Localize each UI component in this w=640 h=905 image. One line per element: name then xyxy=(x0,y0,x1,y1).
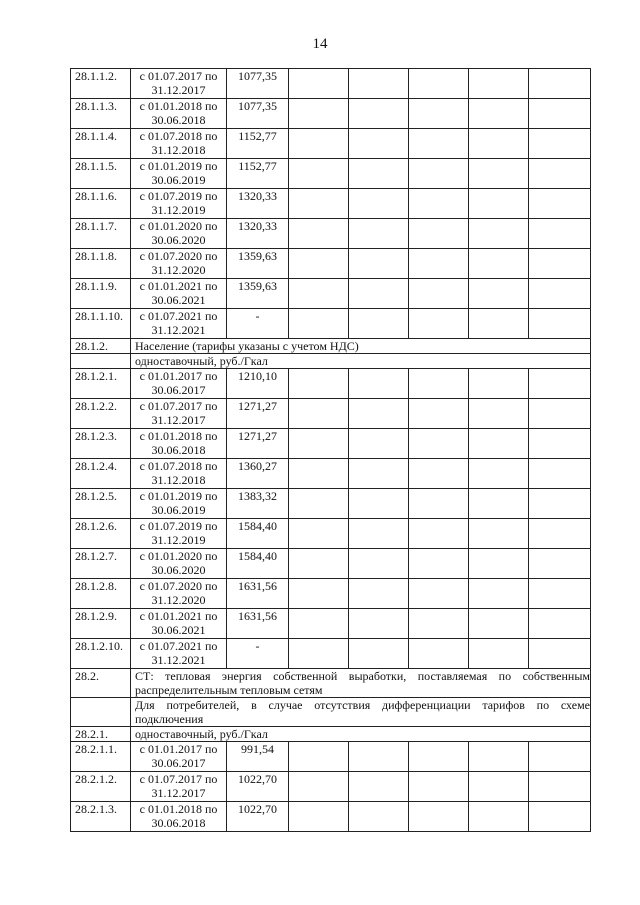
period-to: 31.12.2020 xyxy=(151,593,206,607)
row-period xyxy=(131,249,227,279)
empty-cell xyxy=(289,489,349,519)
period-from: с 01.01.2019 по xyxy=(139,489,218,503)
row-code: 28.1.2.9. xyxy=(71,609,131,639)
row-period xyxy=(131,99,227,129)
empty-cell xyxy=(289,249,349,279)
empty-cell xyxy=(409,189,469,219)
tariff-table xyxy=(70,68,591,832)
tariff-table-body xyxy=(71,69,591,832)
period-to: 31.12.2018 xyxy=(151,143,206,157)
empty-cell xyxy=(469,69,529,99)
empty-cell xyxy=(529,99,591,129)
period-to: 31.12.2017 xyxy=(151,83,206,97)
section-title-line1: Для потребителей, в случае отсутствия дифференциации тарифов по схеме xyxy=(135,698,590,712)
empty-cell xyxy=(349,129,409,159)
period-to: 31.12.2018 xyxy=(151,473,206,487)
empty-cell xyxy=(409,399,469,429)
row-period xyxy=(131,609,227,639)
empty-cell xyxy=(469,609,529,639)
section-code: 28.2. xyxy=(71,669,131,698)
section-row xyxy=(71,354,591,369)
empty-cell xyxy=(529,742,591,772)
empty-cell xyxy=(529,219,591,249)
row-period xyxy=(131,429,227,459)
empty-cell xyxy=(409,742,469,772)
empty-cell xyxy=(529,369,591,399)
empty-cell xyxy=(409,549,469,579)
row-period xyxy=(131,742,227,772)
empty-cell xyxy=(289,159,349,189)
row-period xyxy=(131,399,227,429)
row-price: 1359,63 xyxy=(227,249,289,279)
row-price: 1320,33 xyxy=(227,219,289,249)
row-price: 1271,27 xyxy=(227,399,289,429)
empty-cell xyxy=(349,459,409,489)
empty-cell xyxy=(349,69,409,99)
section-title: одноставочный, руб./Гкал xyxy=(131,727,591,742)
empty-cell xyxy=(289,549,349,579)
period-from: с 01.07.2017 по xyxy=(139,772,218,786)
period-from: с 01.07.2021 по xyxy=(139,309,218,323)
section-row xyxy=(71,669,591,698)
empty-cell xyxy=(469,802,529,832)
row-price: 1271,27 xyxy=(227,429,289,459)
row-period xyxy=(131,369,227,399)
empty-cell xyxy=(529,309,591,339)
empty-cell xyxy=(349,189,409,219)
empty-cell xyxy=(469,459,529,489)
empty-cell xyxy=(289,69,349,99)
empty-cell xyxy=(349,609,409,639)
empty-cell xyxy=(529,429,591,459)
empty-cell xyxy=(469,159,529,189)
empty-cell xyxy=(289,399,349,429)
row-price: - xyxy=(227,309,289,339)
period-from: с 01.07.2018 по xyxy=(139,459,218,473)
tariff-row xyxy=(71,69,591,99)
empty-cell xyxy=(349,369,409,399)
period-to: 30.06.2021 xyxy=(151,293,206,307)
period-from: с 01.07.2017 по xyxy=(139,399,218,413)
empty-cell xyxy=(409,639,469,669)
empty-cell xyxy=(529,489,591,519)
empty-cell xyxy=(469,309,529,339)
row-price: 1210,10 xyxy=(227,369,289,399)
section-title-line2: распределительным тепловым сетям xyxy=(135,683,323,697)
row-price: 1022,70 xyxy=(227,772,289,802)
empty-cell xyxy=(469,399,529,429)
row-price: 1584,40 xyxy=(227,519,289,549)
empty-cell xyxy=(289,519,349,549)
period-to: 30.06.2020 xyxy=(151,563,206,577)
row-price: 1022,70 xyxy=(227,802,289,832)
empty-cell xyxy=(349,99,409,129)
empty-cell xyxy=(289,279,349,309)
empty-cell xyxy=(349,219,409,249)
tariff-row xyxy=(71,429,591,459)
row-price: 1077,35 xyxy=(227,99,289,129)
row-period xyxy=(131,129,227,159)
empty-cell xyxy=(469,99,529,129)
empty-cell xyxy=(469,219,529,249)
row-period xyxy=(131,69,227,99)
period-to: 31.12.2021 xyxy=(151,323,206,337)
period-to: 30.06.2019 xyxy=(151,503,206,517)
period-to: 31.12.2017 xyxy=(151,413,206,427)
empty-cell xyxy=(409,459,469,489)
row-price: 1631,56 xyxy=(227,609,289,639)
empty-cell xyxy=(349,489,409,519)
period-from: с 01.01.2017 по xyxy=(139,742,218,756)
empty-cell xyxy=(469,189,529,219)
period-from: с 01.07.2018 по xyxy=(139,129,218,143)
row-code: 28.1.1.8. xyxy=(71,249,131,279)
tariff-row xyxy=(71,772,591,802)
period-from: с 01.01.2019 по xyxy=(139,159,218,173)
row-period xyxy=(131,219,227,249)
section-row xyxy=(71,727,591,742)
row-code: 28.1.1.7. xyxy=(71,219,131,249)
empty-cell xyxy=(409,802,469,832)
row-period xyxy=(131,189,227,219)
row-code: 28.1.1.9. xyxy=(71,279,131,309)
tariff-row xyxy=(71,219,591,249)
period-to: 30.06.2021 xyxy=(151,623,206,637)
tariff-row xyxy=(71,369,591,399)
tariff-row xyxy=(71,802,591,832)
tariff-row xyxy=(71,549,591,579)
section-code xyxy=(71,354,131,369)
empty-cell xyxy=(349,309,409,339)
empty-cell xyxy=(469,489,529,519)
empty-cell xyxy=(349,399,409,429)
empty-cell xyxy=(289,99,349,129)
row-code: 28.1.1.5. xyxy=(71,159,131,189)
section-code: 28.2.1. xyxy=(71,727,131,742)
empty-cell xyxy=(409,489,469,519)
row-code: 28.2.1.1. xyxy=(71,742,131,772)
row-period xyxy=(131,802,227,832)
period-from: с 01.07.2019 по xyxy=(139,189,218,203)
empty-cell xyxy=(409,519,469,549)
empty-cell xyxy=(349,159,409,189)
empty-cell xyxy=(529,249,591,279)
empty-cell xyxy=(469,639,529,669)
empty-cell xyxy=(529,69,591,99)
period-from: с 01.01.2018 по xyxy=(139,99,218,113)
row-period xyxy=(131,579,227,609)
empty-cell xyxy=(409,69,469,99)
period-to: 30.06.2018 xyxy=(151,816,206,830)
section-title xyxy=(131,669,591,698)
empty-cell xyxy=(469,579,529,609)
row-price: 1152,77 xyxy=(227,129,289,159)
period-to: 30.06.2019 xyxy=(151,173,206,187)
period-from: с 01.01.2020 по xyxy=(139,549,218,563)
row-price: 1584,40 xyxy=(227,549,289,579)
period-to: 31.12.2021 xyxy=(151,653,206,667)
period-to: 30.06.2018 xyxy=(151,113,206,127)
empty-cell xyxy=(289,309,349,339)
tariff-row xyxy=(71,519,591,549)
empty-cell xyxy=(409,129,469,159)
row-price: 1359,63 xyxy=(227,279,289,309)
tariff-row xyxy=(71,459,591,489)
row-price: 1152,77 xyxy=(227,159,289,189)
empty-cell xyxy=(409,609,469,639)
empty-cell xyxy=(409,579,469,609)
empty-cell xyxy=(469,279,529,309)
tariff-row xyxy=(71,609,591,639)
row-code: 28.2.1.3. xyxy=(71,802,131,832)
period-to: 30.06.2018 xyxy=(151,443,206,457)
empty-cell xyxy=(349,249,409,279)
empty-cell xyxy=(289,802,349,832)
period-from: с 01.07.2019 по xyxy=(139,519,218,533)
empty-cell xyxy=(409,249,469,279)
tariff-row xyxy=(71,189,591,219)
row-code: 28.1.2.7. xyxy=(71,549,131,579)
empty-cell xyxy=(409,309,469,339)
tariff-row xyxy=(71,159,591,189)
empty-cell xyxy=(289,772,349,802)
empty-cell xyxy=(349,639,409,669)
period-from: с 01.01.2018 по xyxy=(139,429,218,443)
tariff-row xyxy=(71,249,591,279)
tariff-row xyxy=(71,742,591,772)
period-from: с 01.01.2020 по xyxy=(139,219,218,233)
row-price: 991,54 xyxy=(227,742,289,772)
row-period xyxy=(131,639,227,669)
row-price: - xyxy=(227,639,289,669)
empty-cell xyxy=(529,399,591,429)
section-title-line1: СТ: тепловая энергия собственной выработки, поставляемая по собственным xyxy=(135,669,590,683)
empty-cell xyxy=(529,579,591,609)
row-code: 28.1.1.2. xyxy=(71,69,131,99)
empty-cell xyxy=(469,429,529,459)
empty-cell xyxy=(409,279,469,309)
row-code: 28.1.2.4. xyxy=(71,459,131,489)
section-title: Население (тарифы указаны с учетом НДС) xyxy=(131,339,591,354)
empty-cell xyxy=(529,519,591,549)
section-row xyxy=(71,698,591,727)
row-code: 28.1.2.3. xyxy=(71,429,131,459)
empty-cell xyxy=(529,609,591,639)
period-to: 31.12.2017 xyxy=(151,786,206,800)
empty-cell xyxy=(469,519,529,549)
empty-cell xyxy=(469,549,529,579)
period-to: 31.12.2019 xyxy=(151,203,206,217)
period-to: 30.06.2020 xyxy=(151,233,206,247)
empty-cell xyxy=(289,219,349,249)
row-code: 28.1.2.5. xyxy=(71,489,131,519)
empty-cell xyxy=(349,519,409,549)
empty-cell xyxy=(289,369,349,399)
row-period xyxy=(131,549,227,579)
row-code: 28.2.1.2. xyxy=(71,772,131,802)
row-period xyxy=(131,772,227,802)
empty-cell xyxy=(409,219,469,249)
empty-cell xyxy=(289,189,349,219)
empty-cell xyxy=(289,639,349,669)
empty-cell xyxy=(289,129,349,159)
row-period xyxy=(131,309,227,339)
empty-cell xyxy=(349,429,409,459)
period-from: с 01.01.2021 по xyxy=(139,609,218,623)
empty-cell xyxy=(469,742,529,772)
period-to: 31.12.2019 xyxy=(151,533,206,547)
row-price: 1360,27 xyxy=(227,459,289,489)
row-price: 1631,56 xyxy=(227,579,289,609)
period-to: 30.06.2017 xyxy=(151,383,206,397)
period-to: 30.06.2017 xyxy=(151,756,206,770)
row-period xyxy=(131,279,227,309)
tariff-row xyxy=(71,579,591,609)
period-to: 31.12.2020 xyxy=(151,263,206,277)
row-code: 28.1.1.6. xyxy=(71,189,131,219)
empty-cell xyxy=(529,279,591,309)
tariff-row xyxy=(71,399,591,429)
empty-cell xyxy=(529,459,591,489)
row-code: 28.1.2.10. xyxy=(71,639,131,669)
tariff-row xyxy=(71,279,591,309)
row-price: 1383,32 xyxy=(227,489,289,519)
row-code: 28.1.1.4. xyxy=(71,129,131,159)
empty-cell xyxy=(349,802,409,832)
empty-cell xyxy=(469,129,529,159)
empty-cell xyxy=(409,772,469,802)
period-from: с 01.07.2017 по xyxy=(139,69,218,83)
empty-cell xyxy=(529,159,591,189)
section-title: одноставочный, руб./Гкал xyxy=(131,354,591,369)
empty-cell xyxy=(349,549,409,579)
empty-cell xyxy=(349,772,409,802)
empty-cell xyxy=(289,609,349,639)
empty-cell xyxy=(469,772,529,802)
empty-cell xyxy=(529,549,591,579)
period-from: с 01.01.2021 по xyxy=(139,279,218,293)
section-title xyxy=(131,698,591,727)
empty-cell xyxy=(529,129,591,159)
period-from: с 01.07.2020 по xyxy=(139,249,218,263)
empty-cell xyxy=(409,99,469,129)
empty-cell xyxy=(409,429,469,459)
empty-cell xyxy=(289,429,349,459)
empty-cell xyxy=(289,459,349,489)
empty-cell xyxy=(469,249,529,279)
page-number: 14 xyxy=(312,36,328,52)
row-code: 28.1.2.2. xyxy=(71,399,131,429)
empty-cell xyxy=(349,579,409,609)
empty-cell xyxy=(469,369,529,399)
empty-cell xyxy=(409,369,469,399)
empty-cell xyxy=(349,279,409,309)
period-from: с 01.01.2018 по xyxy=(139,802,218,816)
tariff-row xyxy=(71,99,591,129)
period-from: с 01.01.2017 по xyxy=(139,369,218,383)
empty-cell xyxy=(409,159,469,189)
row-price: 1320,33 xyxy=(227,189,289,219)
period-from: с 01.07.2020 по xyxy=(139,579,218,593)
row-code: 28.1.2.1. xyxy=(71,369,131,399)
tariff-row xyxy=(71,309,591,339)
empty-cell xyxy=(529,802,591,832)
section-title-line2: подключения xyxy=(135,712,204,726)
section-row xyxy=(71,339,591,354)
empty-cell xyxy=(289,742,349,772)
row-period xyxy=(131,519,227,549)
empty-cell xyxy=(529,772,591,802)
row-code: 28.1.2.6. xyxy=(71,519,131,549)
tariff-row xyxy=(71,639,591,669)
row-price: 1077,35 xyxy=(227,69,289,99)
tariff-row xyxy=(71,489,591,519)
empty-cell xyxy=(529,639,591,669)
row-code: 28.1.1.3. xyxy=(71,99,131,129)
empty-cell xyxy=(289,579,349,609)
section-code xyxy=(71,698,131,727)
row-period xyxy=(131,459,227,489)
empty-cell xyxy=(529,189,591,219)
row-code: 28.1.2.8. xyxy=(71,579,131,609)
row-code: 28.1.1.10. xyxy=(71,309,131,339)
tariff-row xyxy=(71,129,591,159)
row-period xyxy=(131,159,227,189)
period-from: с 01.07.2021 по xyxy=(139,639,218,653)
section-code: 28.1.2. xyxy=(71,339,131,354)
row-period xyxy=(131,489,227,519)
empty-cell xyxy=(349,742,409,772)
